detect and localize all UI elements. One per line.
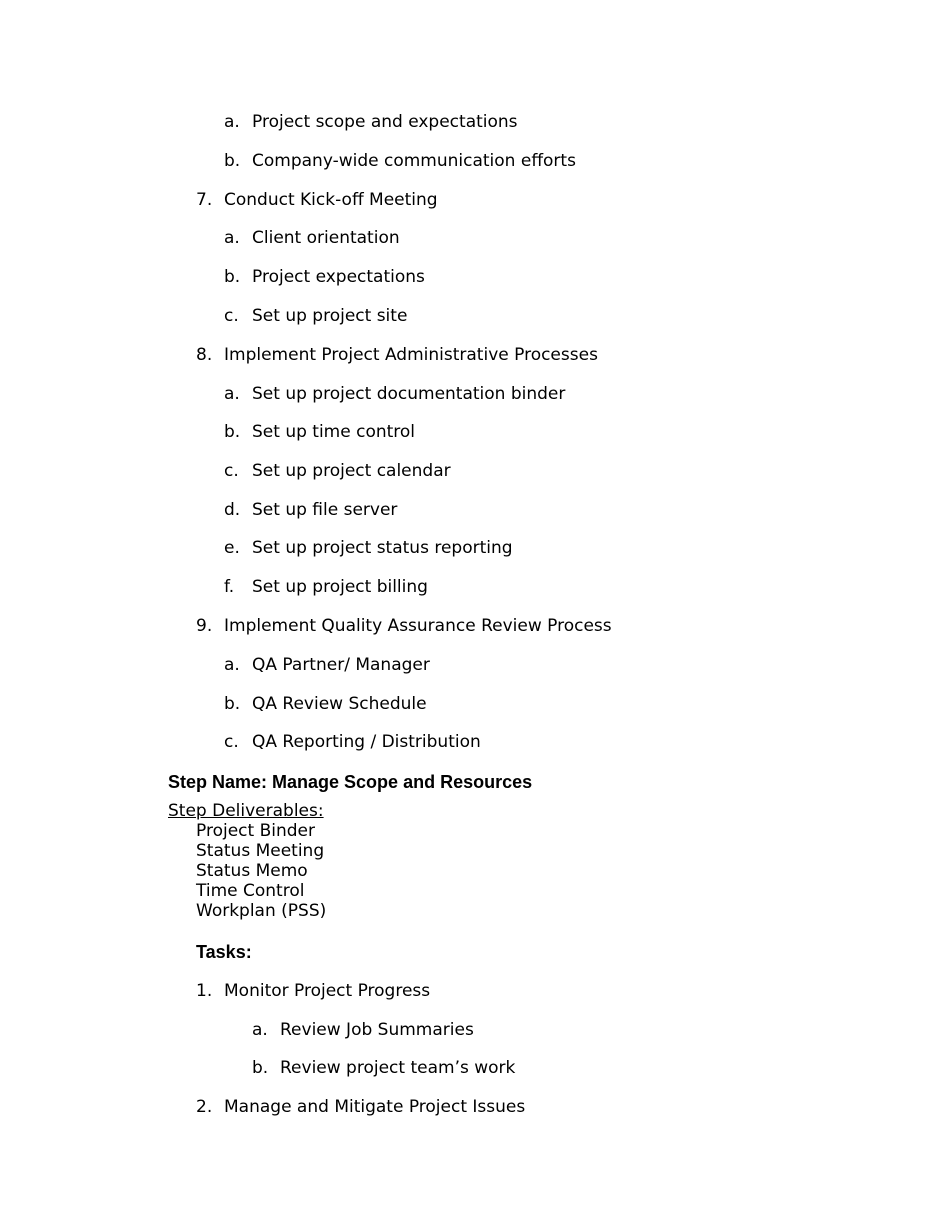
list-marker: b. <box>224 422 241 442</box>
deliverable-item: Time Control <box>196 881 305 901</box>
list-marker: b. <box>252 1058 269 1078</box>
list-marker: 1. <box>196 981 213 1001</box>
list-marker: c. <box>224 306 239 326</box>
list-item-text: Set up project status reporting <box>252 538 513 558</box>
list-item-text: QA Reporting / Distribution <box>252 732 481 752</box>
list-item-text: Implement Project Administrative Processes <box>224 345 598 365</box>
list-item-text: Review Job Summaries <box>280 1020 474 1040</box>
list-marker: a. <box>224 228 240 248</box>
list-marker: e. <box>224 538 240 558</box>
list-item-text: Manage and Mitigate Project Issues <box>224 1097 526 1117</box>
list-item-text: Set up time control <box>252 422 416 442</box>
list-item-text: Project expectations <box>252 267 425 287</box>
list-marker: d. <box>224 500 241 520</box>
list-item-text: Set up project calendar <box>252 461 451 481</box>
deliverable-item: Status Memo <box>196 861 308 881</box>
list-item-text: Review project team’s work <box>280 1058 516 1078</box>
list-item-text: Set up project billing <box>252 577 428 597</box>
list-marker: b. <box>224 151 241 171</box>
list-marker: a. <box>224 655 240 675</box>
list-item-text: Set up project documentation binder <box>252 384 566 404</box>
step-heading: Step Name: Manage Scope and Resources <box>168 772 533 792</box>
list-marker: a. <box>224 384 240 404</box>
list-marker: 2. <box>196 1097 213 1117</box>
list-item-text: Client orientation <box>252 228 400 248</box>
list-item-text: Set up file server <box>252 500 398 520</box>
deliverable-item: Workplan (PSS) <box>196 901 327 921</box>
list-item-text: Monitor Project Progress <box>224 981 431 1001</box>
list-item-text: Implement Quality Assurance Review Process <box>224 616 612 636</box>
list-item-text: QA Review Schedule <box>252 694 427 714</box>
list-item-text: Conduct Kick-off Meeting <box>224 190 438 210</box>
deliverable-item: Project Binder <box>196 821 315 841</box>
list-marker: a. <box>224 112 240 132</box>
list-marker: 7. <box>196 190 213 210</box>
list-marker: c. <box>224 732 239 752</box>
list-marker: f. <box>224 577 235 597</box>
list-marker: b. <box>224 267 241 287</box>
list-marker: b. <box>224 694 241 714</box>
deliverables-label: Step Deliverables: <box>168 801 324 821</box>
list-marker: 9. <box>196 616 213 636</box>
list-item-text: QA Partner/ Manager <box>252 655 430 675</box>
list-item-text: Set up project site <box>252 306 408 326</box>
list-marker: a. <box>252 1020 268 1040</box>
list-item-text: Company-wide communication efforts <box>252 151 576 171</box>
deliverable-item: Status Meeting <box>196 841 325 861</box>
list-marker: 8. <box>196 345 213 365</box>
tasks-heading: Tasks: <box>196 942 252 962</box>
list-item-text: Project scope and expectations <box>252 112 518 132</box>
list-marker: c. <box>224 461 239 481</box>
